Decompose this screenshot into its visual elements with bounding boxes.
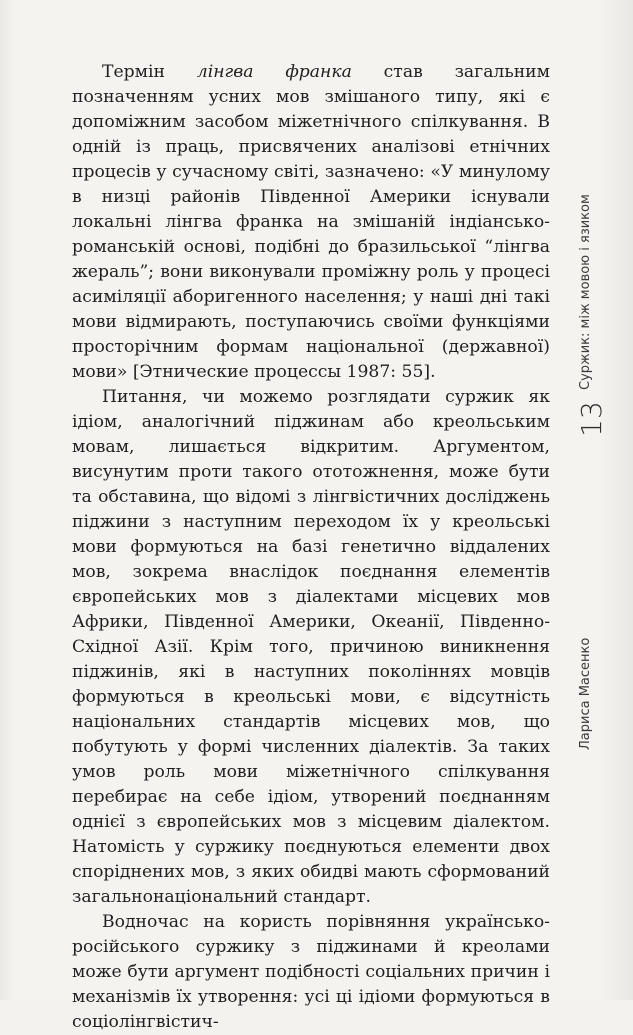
lingua-franca-term: лінгва франка [196,62,352,82]
paragraph-1 [72,60,550,385]
paragraph-3: Водночас на користь порівняння українсько-російського суржику з піджинами й креолами може бути аргумент подібності соціальних причин і механізмів їх утворення: усі ці ідіоми формуються в соціолінгвістич- [72,912,550,1032]
paragraph-1-rest: став загальним позначенням усних мов змішаного типу, які є допоміжним засобом міжетнічного спілкування. В одній із праць, присвячених аналізові етнічних процесів у сучасному світі, зазначено: «У минулому в низці районів Південної Америки існували локальні лінгва франка на змішаній індіансько-романській основі, подібні до бразильської “лінгва жераль”; вони виконували проміжну роль у процесі асиміляції аборигенного населення; у наші дні такі мови відмирають, поступаючись своїми функціями просторічним формам національної (державної) мови» [Этнические процессы 1987: 55]. [72,62,550,382]
body-text [72,60,550,1035]
running-header [560,130,620,770]
running-title: Суржик: між мовою і язиком [578,194,593,390]
paragraph-2: Питання, чи можемо розглядати суржик як ідіом, аналогічний піджинам або креольським мовам, лишається відкритим. Аргументом, висунутим проти такого ототожнення, може бути та обставина, що відомі з лінгвістичних досліджень піджини з наступним переходом їх у креольські мови формуються на базі генетично віддалених мов, зокрема внаслідок поєднання елементів європейських мов з діалектами місцевих мов Африки, Південної Америки, Океанії, Південно-Східної Азії. Крім того, причиною виникнення піджинів, які в наступних поколіннях мовців формуються в креольські мови, є відсутність національних стандартів місцевих мов, що побутують у формі численних діалектів. За таких умов роль мови міжетнічного спілкування перебирає на себе ідіом, утворений поєднанням однієї з європейських мов з місцевим діалектом. Натомість у суржику поєднуються елементи двох споріднених мов, з яких обидві мають сформований загальнонаціональний стандарт. [72,387,550,907]
paragraph-1-lead: Термін [102,62,197,82]
running-author: Лариса Масенко [578,637,593,750]
page-number: 13 [574,401,608,437]
